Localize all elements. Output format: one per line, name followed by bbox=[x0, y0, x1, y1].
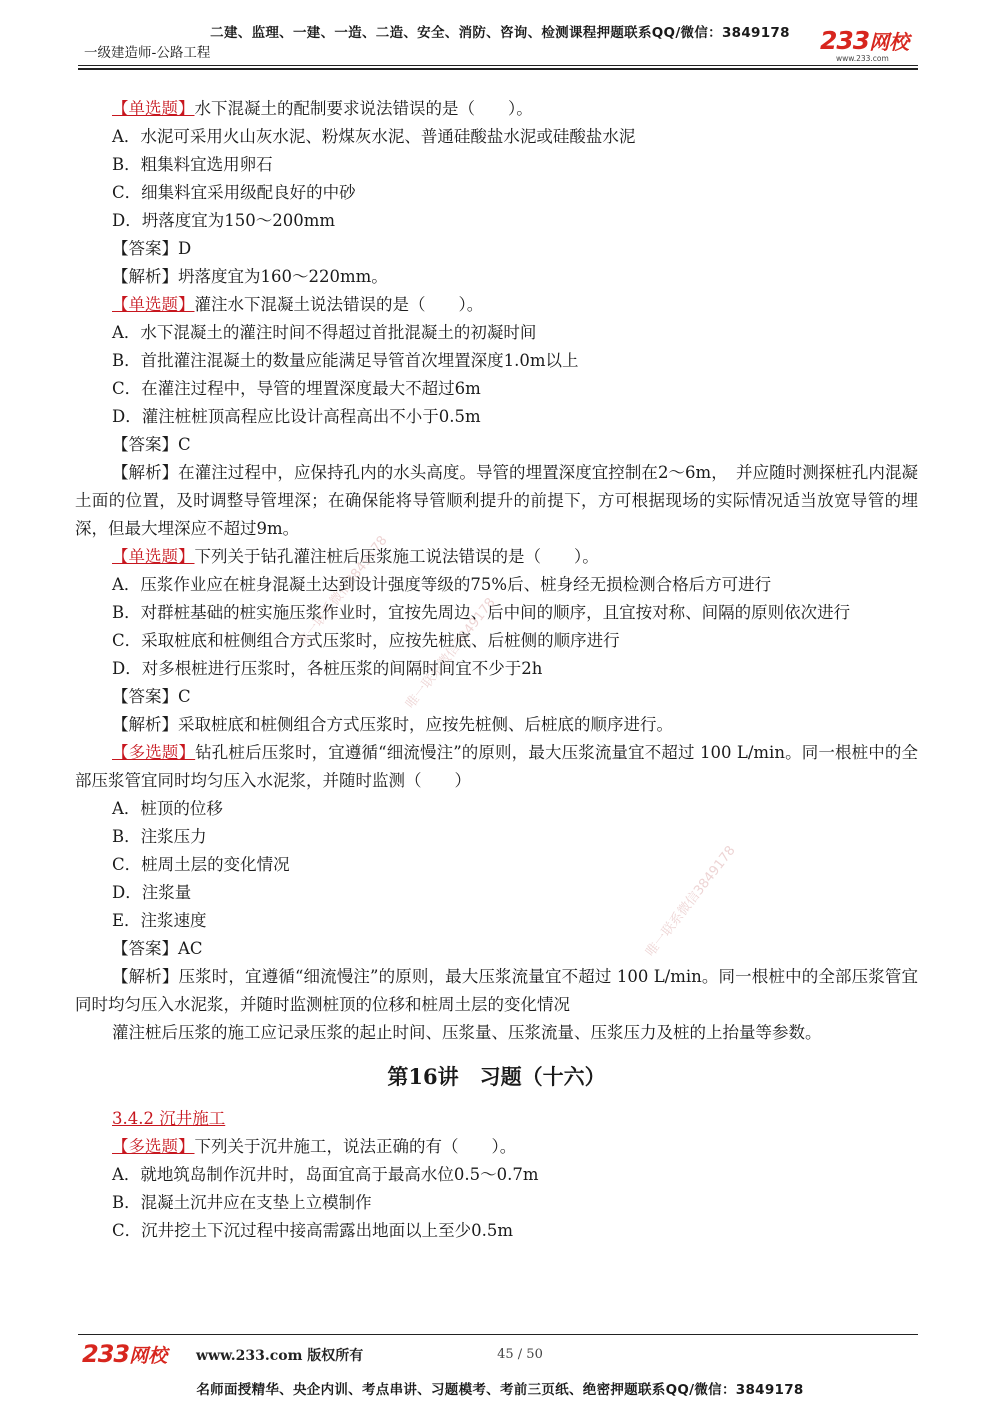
stem-text: 下列关于钻孔灌注桩后压浆施工说法错误的是（ ）。 bbox=[194, 547, 599, 566]
option: C．沉井挖土下沉过程中接高需露出地面以上至少0.5m bbox=[112, 1221, 514, 1240]
analysis: 【解析】压浆时，宜遵循“细流慢注”的原则，最大压浆流量宜不超过 100 L/min。同一根桩中的全部压浆管宜同时均匀压入水泥浆，并随时监测桩顶的位移和桩周土层的变化情况 bbox=[75, 967, 918, 1014]
watermark: 唯一联系微信3849178 bbox=[295, 533, 391, 650]
header-divider-thick bbox=[78, 68, 918, 70]
answer: 【答案】C bbox=[112, 687, 191, 706]
watermark: 唯一联系微信3849178 bbox=[643, 843, 739, 960]
option: E．注浆速度 bbox=[112, 911, 207, 930]
footer-divider bbox=[78, 1334, 918, 1335]
option: B．首批灌注混凝土的数量应能满足导管首次埋置深度1.0m以上 bbox=[112, 351, 579, 370]
brand-logo bbox=[820, 28, 920, 62]
question-type-tag: 【单选题】 bbox=[112, 295, 195, 314]
answer: 【答案】D bbox=[112, 239, 192, 258]
option: A．水下混凝土的灌注时间不得超过首批混凝土的初凝时间 bbox=[112, 323, 537, 342]
analysis: 【解析】坍落度宜为160～220mm。 bbox=[112, 267, 388, 286]
lecture-title: 第16讲 习题（十六） bbox=[387, 1064, 606, 1089]
option: D．对多根桩进行压浆时，各桩压浆的间隔时间宜不少于2h bbox=[112, 659, 543, 678]
section-title bbox=[75, 1105, 918, 1133]
copyright: www.233.com 版权所有 bbox=[196, 1348, 364, 1364]
option: A．就地筑岛制作沉井时，岛面宜高于最高水位0.5～0.7m bbox=[112, 1165, 539, 1184]
logo-url: www.233.com bbox=[836, 54, 889, 63]
watermark: 唯一联系微信3849178 bbox=[403, 595, 499, 712]
option: A．压浆作业应在桩身混凝土达到设计强度等级的75%后、桩身经无损检测合格后方可进行 bbox=[112, 575, 772, 594]
question-type-tag: 【单选题】 bbox=[112, 547, 195, 566]
question-type-tag: 【多选题】 bbox=[112, 743, 196, 762]
option: D．注浆量 bbox=[112, 883, 192, 902]
analysis: 【解析】在灌注过程中，应保持孔内的水头高度。导管的埋置深度宜控制在2～6m， 并应随时测探桩孔内混凝土面的位置，及时调整导管埋深；在确保能将导管顺利提升的前提下，方可根据现场的实际情况适当放宽导管的埋深，但最大埋深应不超过9m。 bbox=[75, 463, 918, 538]
analysis-extra: 灌注桩后压浆的施工应记录压浆的起止时间、压浆量、压浆流量、压浆压力及桩的上抬量等参数。 bbox=[112, 1023, 822, 1042]
option: C．桩周土层的变化情况 bbox=[112, 855, 290, 874]
analysis: 【解析】采取桩底和桩侧组合方式压浆时，应按先桩侧、后桩底的顺序进行。 bbox=[112, 715, 673, 734]
stem-text: 钻孔桩后压浆时，宜遵循“细流慢注”的原则，最大压浆流量宜不超过 100 L/min。同一根桩中的全部压浆管宜同时均匀压入水泥浆，并随时监测（ ） bbox=[75, 743, 919, 790]
footer-logo bbox=[82, 1340, 167, 1368]
option: C．采取桩底和桩侧组合方式压浆时，应按先桩底、后桩侧的顺序进行 bbox=[112, 631, 620, 650]
header-divider bbox=[78, 65, 918, 66]
page-number: 45 / 50 bbox=[497, 1347, 543, 1362]
question-type-tag: 【多选题】 bbox=[112, 1137, 195, 1156]
answer: 【答案】C bbox=[112, 435, 191, 454]
question-stem bbox=[75, 95, 918, 123]
logo-number: 233 bbox=[82, 1340, 130, 1368]
question-stem bbox=[75, 1133, 918, 1161]
logo-number: 233 bbox=[820, 26, 870, 55]
logo-text: 网校 bbox=[129, 1345, 168, 1367]
stem-text: 下列关于沉井施工，说法正确的有（ ）。 bbox=[194, 1137, 517, 1156]
question-stem bbox=[75, 543, 918, 571]
header-promo: 二建、监理、一建、一造、二造、安全、消防、咨询、检测课程押题联系QQ/微信：3849178 bbox=[210, 25, 790, 41]
logo-text: 网校 bbox=[869, 30, 910, 54]
option: C．在灌注过程中，导管的埋置深度最大不超过6m bbox=[112, 379, 481, 398]
option: A．水泥可采用火山灰水泥、粉煤灰水泥、普通硅酸盐水泥或硅酸盐水泥 bbox=[112, 127, 636, 146]
stem-text: 水下混凝土的配制要求说法错误的是（ ）。 bbox=[194, 99, 533, 118]
answer: 【答案】AC bbox=[112, 939, 203, 958]
course-title: 一级建造师-公路工程 bbox=[84, 45, 211, 61]
option: B．注浆压力 bbox=[112, 827, 207, 846]
option: B．混凝土沉井应在支垫上立模制作 bbox=[112, 1193, 372, 1212]
question-stem bbox=[75, 291, 918, 319]
option: C．细集料宜采用级配良好的中砂 bbox=[112, 183, 356, 202]
option: B．对群桩基础的桩实施压浆作业时，宜按先周边、后中间的顺序，且宜按对称、间隔的原则依次进行 bbox=[112, 603, 851, 622]
question-type-tag: 【单选题】 bbox=[112, 99, 195, 118]
document-body bbox=[75, 95, 918, 1245]
option: B．粗集料宜选用卵石 bbox=[112, 155, 273, 174]
option: D．灌注桩桩顶高程应比设计高程高出不小于0.5m bbox=[112, 407, 481, 426]
section-link: 3.4.2 沉井施工 bbox=[112, 1109, 226, 1128]
option: A．桩顶的位移 bbox=[112, 799, 223, 818]
footer-promo: 名师面授精华、央企内训、考点串讲、习题模考、考前三页纸、绝密押题联系QQ/微信：3849178 bbox=[196, 1382, 804, 1398]
question-stem bbox=[75, 739, 918, 795]
stem-text: 灌注水下混凝土说法错误的是（ ）。 bbox=[194, 295, 484, 314]
option: D．坍落度宜为150～200mm bbox=[112, 211, 336, 230]
